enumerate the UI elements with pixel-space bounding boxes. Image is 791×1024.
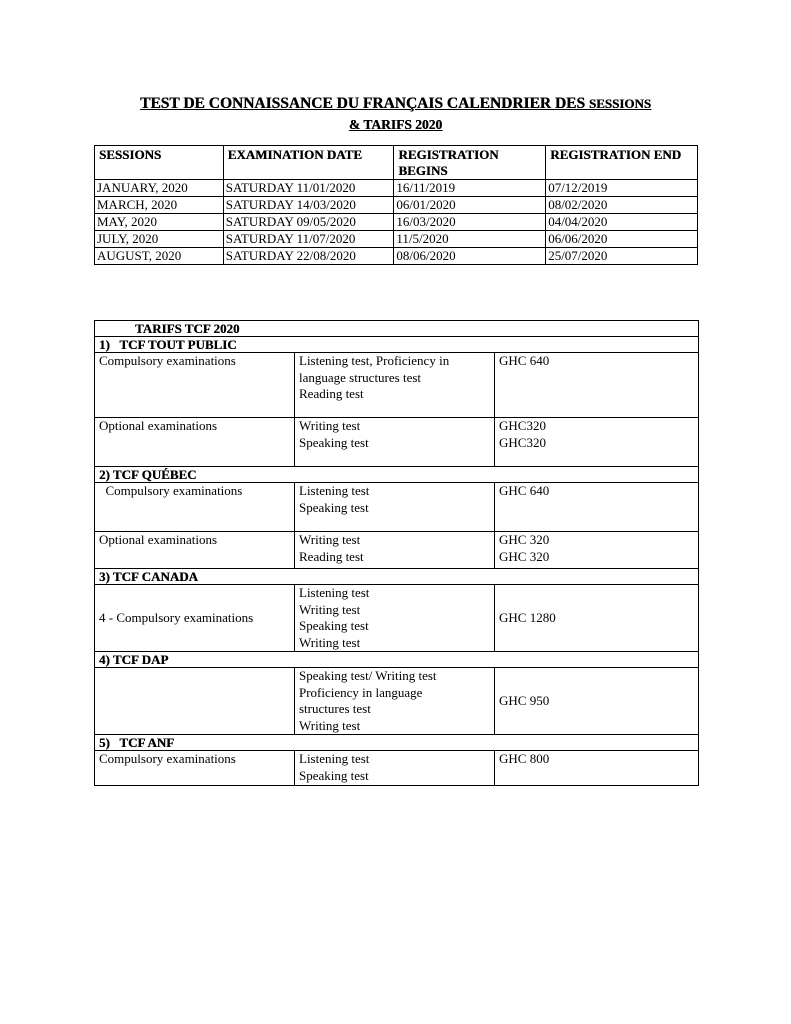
tarif-price	[495, 585, 699, 652]
price-value: GHC 800	[499, 751, 550, 766]
test-name: Writing test	[299, 532, 361, 547]
test-name: Writing test	[299, 601, 361, 617]
registration-begins: 06/01/2020	[394, 197, 546, 214]
test-name: Listening test, Proficiency in	[299, 353, 450, 368]
tarif-price	[495, 668, 699, 735]
page-title	[0, 95, 791, 113]
tarif-row	[95, 418, 699, 467]
test-name: Speaking test/ Writing test	[299, 668, 437, 683]
price-value: GHC 640	[499, 353, 550, 368]
header-sessions: SESSIONS	[95, 146, 224, 180]
tarif-tests	[295, 353, 495, 418]
price-value: GHC 1280	[499, 609, 556, 625]
test-name: Speaking test	[299, 767, 369, 783]
session-row	[95, 231, 698, 248]
title-small: SESSIONS	[588, 96, 652, 111]
tarif-exam-type: Optional examinations	[95, 418, 295, 467]
tarif-row	[95, 751, 699, 786]
tarif-tests	[295, 483, 495, 532]
tarif-exam-type: Compulsory examinations	[95, 751, 295, 786]
examination-date: SATURDAY 14/03/2020	[223, 197, 394, 214]
title-main: TEST DE CONNAISSANCE DU FRANÇAIS CALENDRIER DES	[139, 95, 585, 112]
registration-end: 08/02/2020	[546, 197, 698, 214]
session-name: JANUARY, 2020	[95, 180, 224, 197]
session-name: MARCH, 2020	[95, 197, 224, 214]
test-name: Speaking test	[299, 618, 369, 633]
session-name: JULY, 2020	[95, 231, 224, 248]
tarif-section-heading-row	[95, 652, 699, 668]
tarif-price	[495, 751, 699, 786]
test-name: Listening test	[299, 483, 370, 498]
tarif-tests	[295, 418, 495, 467]
examination-date: SATURDAY 11/07/2020	[223, 231, 394, 248]
test-name: Reading test	[299, 386, 364, 401]
tarif-price	[495, 418, 699, 467]
price-value: GHC 320	[499, 532, 550, 547]
sessions-table	[94, 145, 698, 265]
tarif-section-heading-row	[95, 467, 699, 483]
tarif-tests	[295, 585, 495, 652]
test-name: Listening test	[299, 585, 370, 600]
tarif-tests	[295, 668, 495, 735]
session-row	[95, 197, 698, 214]
price-value: GHC320	[499, 434, 546, 450]
tarif-section-heading-row	[95, 569, 699, 585]
examination-date: SATURDAY 11/01/2020	[223, 180, 394, 197]
test-name: Writing test	[299, 418, 361, 433]
sessions-header-row	[95, 146, 698, 180]
tarif-row	[95, 532, 699, 569]
test-name: Speaking test	[299, 499, 369, 515]
tarif-section-heading-row	[95, 735, 699, 751]
test-name: Proficiency in language	[299, 684, 423, 700]
session-row	[95, 180, 698, 197]
registration-begins: 08/06/2020	[394, 248, 546, 265]
examination-date: SATURDAY 09/05/2020	[223, 214, 394, 231]
test-name: Writing test	[299, 634, 361, 650]
registration-begins: 11/5/2020	[394, 231, 546, 248]
tarif-row	[95, 585, 699, 652]
session-name: AUGUST, 2020	[95, 248, 224, 265]
registration-end: 06/06/2020	[546, 231, 698, 248]
tarif-section-heading: 5) TCF ANF	[95, 735, 699, 751]
tarifs-title: TARIFS TCF 2020	[95, 321, 699, 337]
tarifs-title-row	[95, 321, 699, 337]
tarif-section-heading: 1) TCF TOUT PUBLIC	[95, 337, 699, 353]
test-name: Writing test	[299, 717, 361, 733]
session-row	[95, 248, 698, 265]
tarif-price	[495, 353, 699, 418]
tarif-exam-type	[95, 668, 295, 735]
price-value: GHC 320	[499, 548, 550, 564]
price-value: GHC320	[499, 418, 546, 433]
registration-end: 04/04/2020	[546, 214, 698, 231]
session-row	[95, 214, 698, 231]
test-name: structures test	[299, 701, 371, 716]
tarif-exam-type: Compulsory examinations	[95, 483, 295, 532]
registration-begins: 16/03/2020	[394, 214, 546, 231]
tarif-section-heading: 2) TCF QUÉBEC	[95, 467, 699, 483]
tarif-section-heading: 4) TCF DAP	[95, 652, 699, 668]
header-examination-date: EXAMINATION DATE	[223, 146, 394, 180]
tarif-exam-type: Compulsory examinations	[95, 353, 295, 418]
tarif-row	[95, 483, 699, 532]
tarif-section-heading-row	[95, 337, 699, 353]
session-name: MAY, 2020	[95, 214, 224, 231]
tarif-tests	[295, 532, 495, 569]
test-name: Listening test	[299, 751, 370, 766]
page-subtitle: & TARIFS 2020	[348, 117, 443, 132]
test-name: language structures test	[299, 369, 422, 385]
test-name: Reading test	[299, 548, 364, 564]
header-registration-end: REGISTRATION END	[546, 146, 698, 180]
tarif-exam-type: 4 - Compulsory examinations	[95, 585, 295, 652]
tarif-price	[495, 483, 699, 532]
tarif-exam-type: Optional examinations	[95, 532, 295, 569]
header-registration-begins: REGISTRATION BEGINS	[394, 146, 546, 180]
tarif-row	[95, 668, 699, 735]
tarif-price	[495, 532, 699, 569]
tarif-tests	[295, 751, 495, 786]
examination-date: SATURDAY 22/08/2020	[223, 248, 394, 265]
registration-end: 07/12/2019	[546, 180, 698, 197]
price-value: GHC 640	[499, 483, 550, 498]
tarif-row	[95, 353, 699, 418]
tarif-section-heading: 3) TCF CANADA	[95, 569, 699, 585]
registration-end: 25/07/2020	[546, 248, 698, 265]
registration-begins: 16/11/2019	[394, 180, 546, 197]
test-name: Speaking test	[299, 434, 369, 450]
price-value: GHC 950	[499, 692, 550, 708]
tarifs-table	[94, 320, 699, 786]
